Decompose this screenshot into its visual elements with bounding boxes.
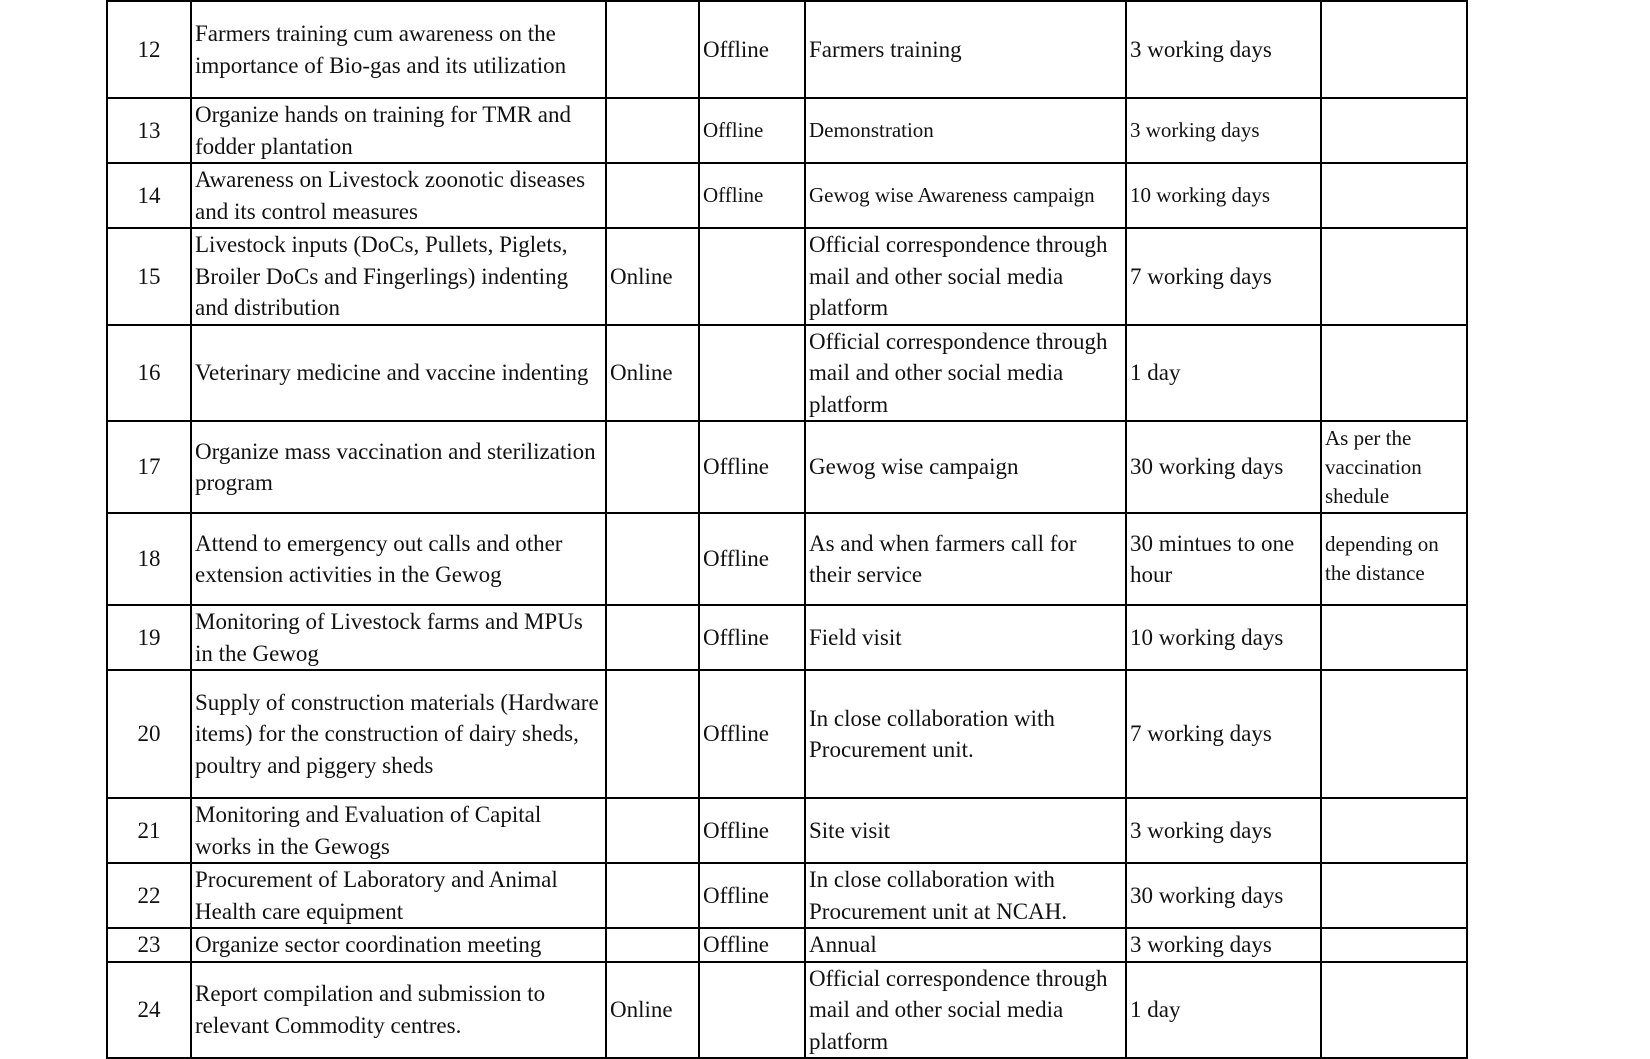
remarks-cell: As per the vaccination shedule — [1321, 421, 1467, 513]
service-cell: Awareness on Livestock zoonotic diseases and its control measures — [191, 163, 606, 228]
table-row — [107, 325, 1467, 422]
time-cell: 10 working days — [1126, 163, 1321, 228]
delivery-mode-cell: In close collaboration with Procurement unit. — [805, 670, 1126, 798]
sl-no-cell: 17 — [107, 421, 191, 513]
delivery-mode-cell: Field visit — [805, 605, 1126, 670]
online-cell: Online — [606, 228, 699, 325]
sl-no-cell: 21 — [107, 798, 191, 863]
online-cell — [606, 605, 699, 670]
delivery-mode-cell: Official correspondence through mail and other social media platform — [805, 228, 1126, 325]
sl-no-cell: 18 — [107, 513, 191, 605]
sl-no-cell: 16 — [107, 325, 191, 422]
remarks-cell — [1321, 605, 1467, 670]
time-cell: 30 mintues to one hour — [1126, 513, 1321, 605]
time-cell: 1 day — [1126, 962, 1321, 1059]
online-cell — [606, 513, 699, 605]
time-cell: 30 working days — [1126, 421, 1321, 513]
offline-cell — [699, 962, 805, 1059]
delivery-mode-cell: In close collaboration with Procurement unit at NCAH. — [805, 863, 1126, 928]
remarks-cell — [1321, 1, 1467, 98]
online-cell — [606, 421, 699, 513]
sl-no-cell: 20 — [107, 670, 191, 798]
online-cell: Online — [606, 962, 699, 1059]
table-row — [107, 798, 1467, 863]
sl-no-cell: 14 — [107, 163, 191, 228]
offline-cell: Offline — [699, 421, 805, 513]
table-row — [107, 928, 1467, 962]
offline-cell: Offline — [699, 605, 805, 670]
delivery-mode-cell: As and when farmers call for their service — [805, 513, 1126, 605]
online-cell: Online — [606, 325, 699, 422]
delivery-mode-cell: Annual — [805, 928, 1126, 962]
online-cell — [606, 928, 699, 962]
remarks-cell — [1321, 863, 1467, 928]
service-cell: Monitoring of Livestock farms and MPUs in the Gewog — [191, 605, 606, 670]
remarks-cell — [1321, 98, 1467, 163]
table-row — [107, 670, 1467, 798]
online-cell — [606, 863, 699, 928]
table-row — [107, 605, 1467, 670]
online-cell — [606, 798, 699, 863]
service-cell: Veterinary medicine and vaccine indenting — [191, 325, 606, 422]
online-cell — [606, 98, 699, 163]
time-cell: 1 day — [1126, 325, 1321, 422]
online-cell — [606, 163, 699, 228]
delivery-mode-cell: Site visit — [805, 798, 1126, 863]
time-cell: 3 working days — [1126, 928, 1321, 962]
table-row — [107, 863, 1467, 928]
service-cell: Organize mass vaccination and sterilization program — [191, 421, 606, 513]
service-cell: Report compilation and submission to relevant Commodity centres. — [191, 962, 606, 1059]
remarks-cell — [1321, 163, 1467, 228]
delivery-mode-cell: Gewog wise Awareness campaign — [805, 163, 1126, 228]
online-cell — [606, 1, 699, 98]
remarks-cell — [1321, 798, 1467, 863]
delivery-mode-cell: Demonstration — [805, 98, 1126, 163]
remarks-cell — [1321, 962, 1467, 1059]
sl-no-cell: 19 — [107, 605, 191, 670]
service-table — [106, 0, 1468, 1059]
table-row — [107, 421, 1467, 513]
remarks-cell — [1321, 928, 1467, 962]
delivery-mode-cell: Official correspondence through mail and other social media platform — [805, 325, 1126, 422]
table-row — [107, 962, 1467, 1059]
service-cell: Farmers training cum awareness on the importance of Bio-gas and its utilization — [191, 1, 606, 98]
delivery-mode-cell: Official correspondence through mail and other social media platform — [805, 962, 1126, 1059]
table-row — [107, 163, 1467, 228]
offline-cell: Offline — [699, 670, 805, 798]
service-cell: Monitoring and Evaluation of Capital works in the Gewogs — [191, 798, 606, 863]
service-cell: Supply of construction materials (Hardware items) for the construction of dairy sheds, poultry and piggery sheds — [191, 670, 606, 798]
sl-no-cell: 22 — [107, 863, 191, 928]
time-cell: 30 working days — [1126, 863, 1321, 928]
remarks-cell: depending on the distance — [1321, 513, 1467, 605]
service-cell: Organize hands on training for TMR and fodder plantation — [191, 98, 606, 163]
delivery-mode-cell: Farmers training — [805, 1, 1126, 98]
table-row — [107, 98, 1467, 163]
offline-cell: Offline — [699, 98, 805, 163]
table-row — [107, 228, 1467, 325]
time-cell: 3 working days — [1126, 798, 1321, 863]
service-cell: Attend to emergency out calls and other extension activities in the Gewog — [191, 513, 606, 605]
sl-no-cell: 23 — [107, 928, 191, 962]
delivery-mode-cell: Gewog wise campaign — [805, 421, 1126, 513]
offline-cell: Offline — [699, 798, 805, 863]
service-cell: Organize sector coordination meeting — [191, 928, 606, 962]
offline-cell: Offline — [699, 513, 805, 605]
offline-cell — [699, 228, 805, 325]
remarks-cell — [1321, 325, 1467, 422]
offline-cell: Offline — [699, 863, 805, 928]
time-cell: 3 working days — [1126, 1, 1321, 98]
offline-cell: Offline — [699, 928, 805, 962]
sl-no-cell: 24 — [107, 962, 191, 1059]
remarks-cell — [1321, 228, 1467, 325]
offline-cell: Offline — [699, 163, 805, 228]
service-cell: Livestock inputs (DoCs, Pullets, Piglets, Broiler DoCs and Fingerlings) indenting and distribution — [191, 228, 606, 325]
offline-cell: Offline — [699, 1, 805, 98]
sl-no-cell: 13 — [107, 98, 191, 163]
table-row — [107, 1, 1467, 98]
time-cell: 7 working days — [1126, 228, 1321, 325]
time-cell: 10 working days — [1126, 605, 1321, 670]
table-row — [107, 513, 1467, 605]
online-cell — [606, 670, 699, 798]
offline-cell — [699, 325, 805, 422]
time-cell: 7 working days — [1126, 670, 1321, 798]
service-cell: Procurement of Laboratory and Animal Health care equipment — [191, 863, 606, 928]
sl-no-cell: 15 — [107, 228, 191, 325]
table-body — [107, 1, 1467, 1058]
time-cell: 3 working days — [1126, 98, 1321, 163]
remarks-cell — [1321, 670, 1467, 798]
sl-no-cell: 12 — [107, 1, 191, 98]
